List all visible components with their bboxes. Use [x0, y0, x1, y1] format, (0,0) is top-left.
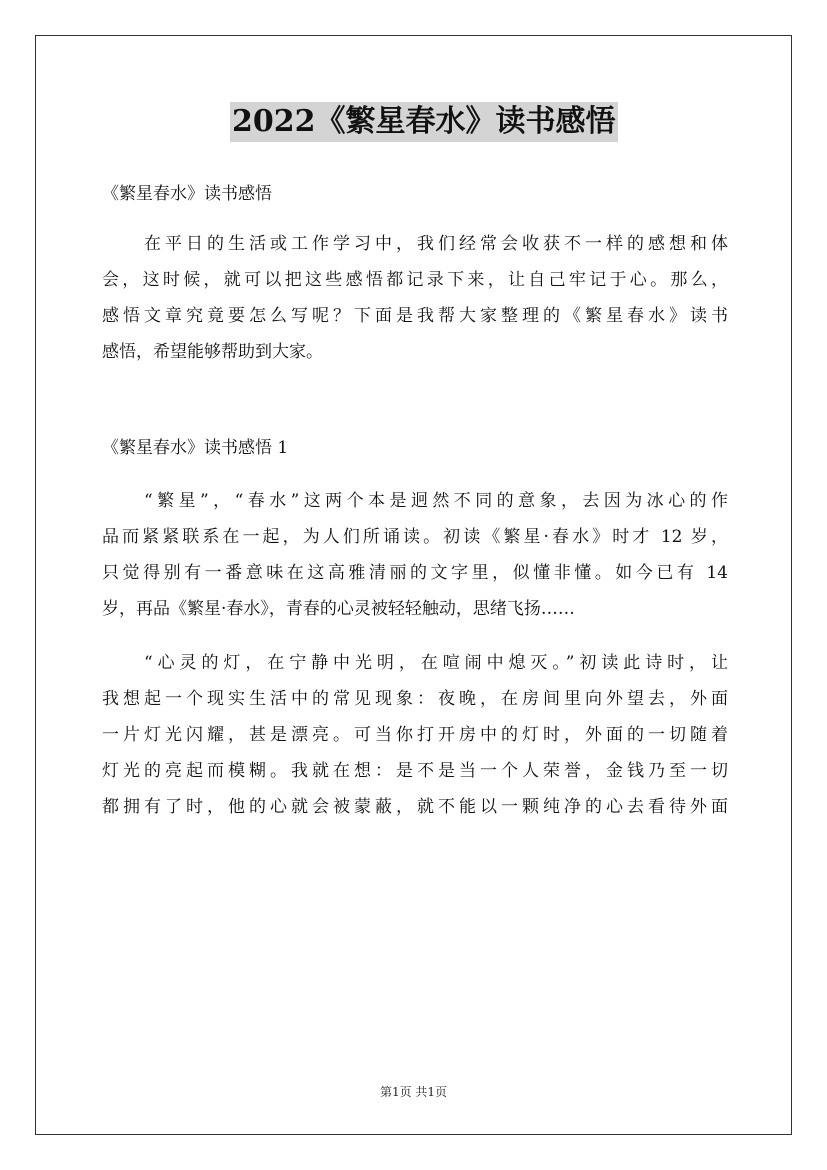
paragraph-line: 只觉得别有一番意味在这高雅清丽的文字里，似懂非懂。如今已有 14 [102, 563, 728, 583]
paragraph-line: 在平日的生活或工作学习中，我们经常会收获不一样的感想和体 [144, 234, 728, 254]
paragraph-line: 感悟，希望能够帮助到大家。 [102, 342, 323, 362]
paragraph-line: 都拥有了时，他的心就会被蒙蔽，就不能以一颗纯净的心去看待外面 [102, 797, 728, 817]
body-paragraph [102, 645, 728, 825]
paragraph-line: 品而紧紧联系在一起，为人们所诵读。初读《繁星·春水》时才 12 岁， [102, 527, 728, 547]
body-paragraph [102, 483, 728, 627]
paragraph-line: 感悟文章究竟要怎么写呢？下面是我帮大家整理的《繁星春水》读书 [102, 306, 728, 326]
page-number-footer: 第1页 共1页 [379, 1085, 448, 1099]
paragraph-line: 我想起一个现实生活中的常见现象：夜晚，在房间里向外望去，外面 [102, 689, 728, 709]
paragraph-line: 岁，再品《繁星·春水》，青春的心灵被轻轻触动，思绪飞扬…… [102, 599, 575, 619]
paragraph-line: “繁星”，“春水”这两个本是迥然不同的意象，去因为冰心的作 [144, 491, 728, 511]
paragraph-line: 灯光的亮起而模糊。我就在想：是不是当一个人荣誉，金钱乃至一切 [102, 761, 728, 781]
document-body [102, 176, 728, 825]
section-heading: 《繁星春水》读书感悟 1 [102, 438, 289, 458]
paragraph-line: 会，这时候，就可以把这些感悟都记录下来，让自己牢记于心。那么， [102, 270, 728, 290]
paragraph-line: 一片灯光闪耀，甚是漂亮。可当你打开房中的灯时，外面的一切随着 [102, 725, 728, 745]
intro-paragraph [102, 226, 728, 370]
paragraph-line: “心灵的灯，在宁静中光明，在喧闹中熄灭。”初读此诗时，让 [144, 653, 728, 673]
section-heading: 《繁星春水》读书感悟 [102, 184, 272, 204]
document-title: 2022《繁星春水》读书感悟 [230, 102, 618, 142]
